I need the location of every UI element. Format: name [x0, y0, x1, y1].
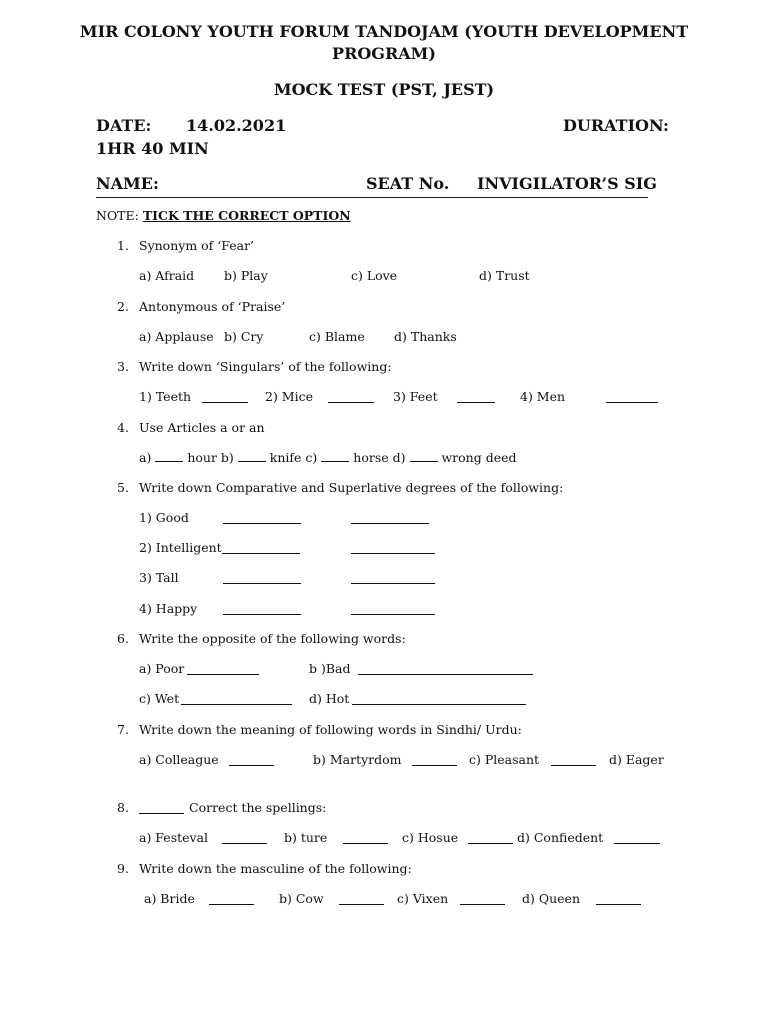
q3-item-2: 2) Mice — [265, 389, 313, 404]
q5-item-3: 3) Tall — [139, 570, 179, 585]
duration-label: DURATION: — [563, 116, 669, 135]
q6-blank-c[interactable] — [181, 693, 292, 705]
question-5-number: 5. — [117, 480, 129, 495]
q4-word-d: wrong deed — [441, 450, 517, 465]
title-line-2: PROGRAM) — [332, 44, 436, 63]
question-5-text: Write down Comparative and Superlative degrees of the following: — [139, 480, 564, 495]
q8-item-a: a) Festeval — [139, 830, 209, 845]
q5-item-2: 2) Intelligent — [139, 540, 222, 555]
q4-label-b: b) — [220, 450, 234, 465]
q3-item-3: 3) Feet — [393, 389, 438, 404]
q4-blank-a[interactable] — [155, 450, 183, 462]
note-prefix: NOTE: — [96, 208, 139, 223]
invigilator-label: INVIGILATOR’S SIG — [477, 174, 657, 193]
q9-blank-a[interactable] — [209, 893, 254, 905]
q9-item-a: a) Bride — [144, 891, 195, 906]
q3-item-1: 1) Teeth — [139, 389, 192, 404]
question-7-number: 7. — [117, 722, 129, 737]
question-4-number: 4. — [117, 420, 129, 435]
q2-option-a[interactable]: a) Applause — [139, 329, 214, 344]
q3-answer-blank-1[interactable] — [202, 391, 248, 403]
q5-item-4: 4) Happy — [139, 601, 198, 616]
q2-option-b[interactable]: b) Cry — [224, 329, 264, 344]
duration-value: 1HR 40 MIN — [96, 139, 209, 158]
question-3-number: 3. — [117, 359, 129, 374]
date-label: DATE: — [96, 116, 152, 135]
question-1-text: Synonym of ‘Fear’ — [139, 238, 255, 253]
question-6-number: 6. — [117, 631, 129, 646]
q7-blank-b[interactable] — [412, 754, 457, 766]
q8-item-b: b) ture — [284, 830, 328, 845]
q8-blank-c[interactable] — [468, 832, 513, 844]
q5-comparative-blank-3[interactable] — [223, 572, 301, 584]
question-6-text: Write the opposite of the following words: — [139, 631, 406, 646]
q9-blank-d[interactable] — [596, 893, 641, 905]
test-subtitle: MOCK TEST (PST, JEST) — [273, 80, 495, 99]
q7-item-a: a) Colleague — [139, 752, 219, 767]
q8-item-c: c) Hosue — [402, 830, 459, 845]
q4-word-b: knife — [269, 450, 302, 465]
q7-blank-a[interactable] — [229, 754, 274, 766]
q4-label-a: a) — [139, 450, 152, 465]
seat-label: SEAT No. — [366, 174, 450, 193]
q6-blank-a[interactable] — [187, 663, 259, 675]
q5-superlative-blank-4[interactable] — [351, 603, 435, 615]
q8-blank-b[interactable] — [343, 832, 388, 844]
q4-row — [139, 450, 517, 465]
q9-item-d: d) Queen — [522, 891, 580, 906]
q1-option-c[interactable]: c) Love — [351, 268, 398, 283]
q7-item-b: b) Martyrdom — [313, 752, 402, 767]
q5-comparative-blank-4[interactable] — [223, 603, 301, 615]
q3-answer-blank-2[interactable] — [328, 391, 374, 403]
q7-item-d: d) Eager — [609, 752, 664, 767]
date-value: 14.02.2021 — [186, 116, 287, 135]
q4-label-d: d) — [392, 450, 406, 465]
note-instruction: TICK THE CORRECT OPTION — [142, 208, 351, 223]
q9-blank-b[interactable] — [339, 893, 384, 905]
q6-item-c: c) Wet — [139, 691, 180, 706]
question-4-text: Use Articles a or an — [139, 420, 265, 435]
q4-blank-c[interactable] — [321, 450, 349, 462]
question-8-number: 8. — [117, 800, 129, 815]
q9-item-c: c) Vixen — [397, 891, 449, 906]
q7-blank-c[interactable] — [551, 754, 596, 766]
q4-label-c: c) — [305, 450, 318, 465]
q4-blank-b[interactable] — [238, 450, 266, 462]
q4-word-c: horse — [353, 450, 389, 465]
question-8-text: Correct the spellings: — [189, 800, 327, 815]
q6-blank-b[interactable] — [358, 663, 533, 675]
q7-item-c: c) Pleasant — [469, 752, 540, 767]
q3-item-4: 4) Men — [520, 389, 566, 404]
question-9-number: 9. — [117, 861, 129, 876]
q8-leading-blank[interactable] — [139, 802, 184, 814]
q8-blank-d[interactable] — [614, 832, 660, 844]
header-underline — [96, 197, 648, 198]
q8-blank-a[interactable] — [222, 832, 267, 844]
q4-blank-d[interactable] — [410, 450, 438, 462]
title-line-1: MIR COLONY YOUTH FORUM TANDOJAM (YOUTH DEVELOPMENT — [79, 22, 689, 41]
q5-superlative-blank-3[interactable] — [351, 572, 435, 584]
q6-item-b: b )Bad — [309, 661, 351, 676]
q5-item-1: 1) Good — [139, 510, 189, 525]
q5-superlative-blank-2[interactable] — [351, 542, 435, 554]
q2-option-d[interactable]: d) Thanks — [394, 329, 457, 344]
q5-superlative-blank-1[interactable] — [351, 512, 429, 524]
q4-word-a: hour — [187, 450, 217, 465]
question-9-text: Write down the masculine of the following: — [139, 861, 412, 876]
q6-item-d: d) Hot — [309, 691, 350, 706]
name-label: NAME: — [96, 174, 159, 193]
question-7-text: Write down the meaning of following words in Sindhi/ Urdu: — [139, 722, 522, 737]
q1-option-b[interactable]: b) Play — [224, 268, 268, 283]
q6-blank-d[interactable] — [352, 693, 526, 705]
q1-option-d[interactable]: d) Trust — [479, 268, 530, 283]
q5-comparative-blank-1[interactable] — [223, 512, 301, 524]
q9-blank-c[interactable] — [460, 893, 505, 905]
q1-option-a[interactable]: a) Afraid — [139, 268, 195, 283]
q3-answer-blank-3[interactable] — [457, 391, 495, 403]
q9-item-b: b) Cow — [279, 891, 324, 906]
q8-item-d: d) Confiedent — [517, 830, 604, 845]
q5-comparative-blank-2[interactable] — [222, 542, 300, 554]
question-2-number: 2. — [117, 299, 129, 314]
question-1-number: 1. — [117, 238, 129, 253]
q2-option-c[interactable]: c) Blame — [309, 329, 365, 344]
note — [96, 208, 351, 223]
question-2-text: Antonymous of ‘Praise’ — [139, 299, 286, 314]
q6-item-a: a) Poor — [139, 661, 185, 676]
q3-answer-blank-4[interactable] — [606, 391, 658, 403]
question-3-text: Write down ‘Singulars’ of the following: — [139, 359, 392, 374]
